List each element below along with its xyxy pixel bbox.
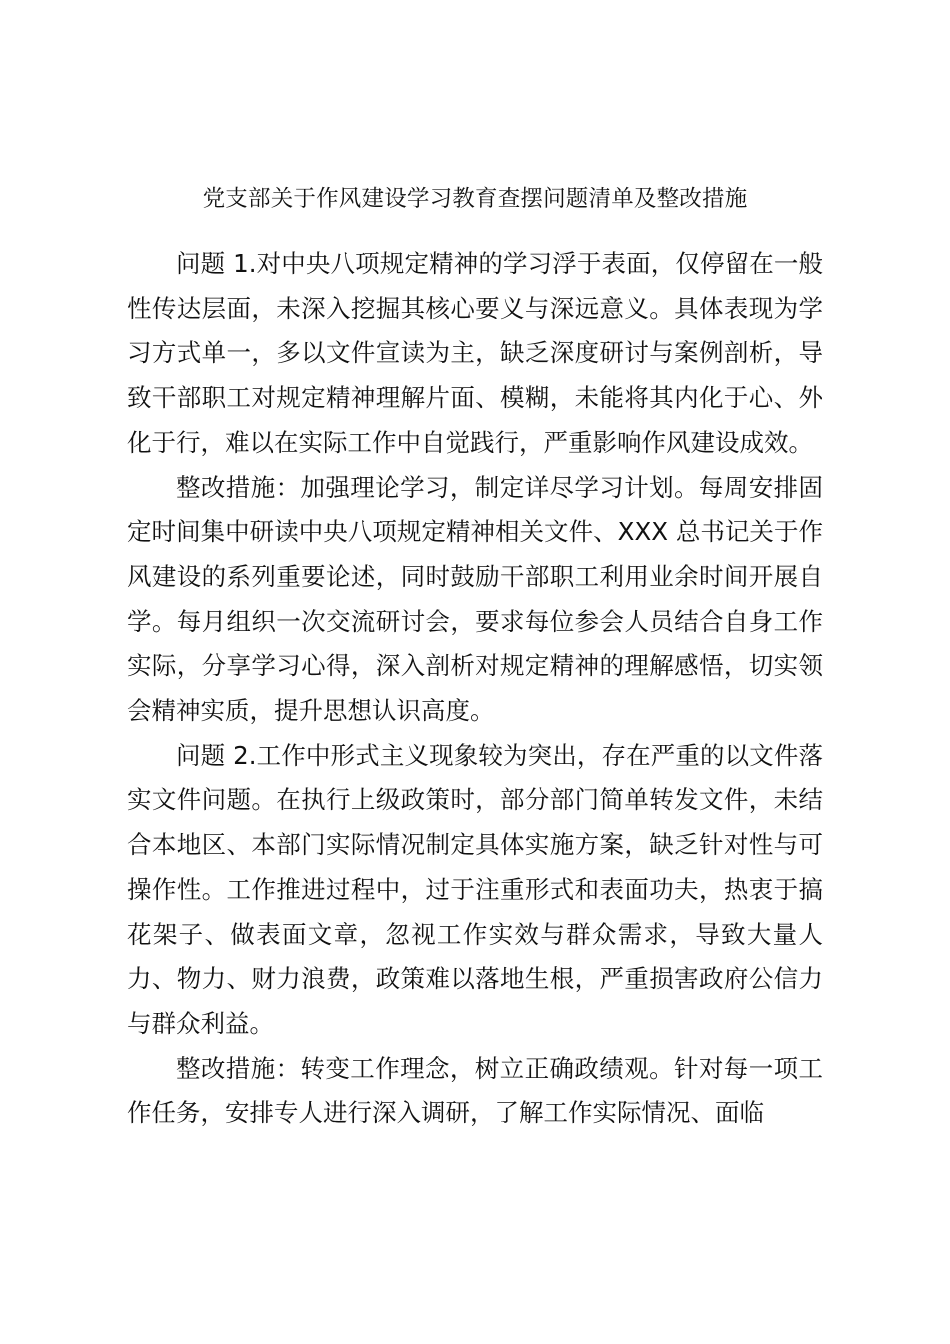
document-title: 党支部关于作风建设学习教育查摆问题清单及整改措施 [202, 186, 748, 212]
document-body [127, 242, 823, 1136]
paragraph-measure-1: 整改措施：加强理论学习，制定详尽学习计划。每周安排固定时间集中研读中央八项规定精神相关文件、XXX 总书记关于作风建设的系列重要论述，同时鼓励干部职工利用业余时间开展自学。每月组织一次交流研讨会，要求每位参会人员结合自身工作实际，分享学习心得，深入剖析对规定精神的理解感悟，切实领会精神实质，提升思想认识高度。 [127, 472, 823, 726]
paragraph-issue-1: 问题 1.对中央八项规定精神的学习浮于表面，仅停留在一般性传达层面，未深入挖掘其核心要义与深远意义。具体表现为学习方式单一，多以文件宣读为主，缺乏深度研讨与案例剖析，导致干部职工对规定精神理解片面、模糊，未能将其内化于心、外化于行，难以在实际工作中自觉践行，严重影响作风建设成效。 [127, 249, 823, 457]
paragraph-issue-2: 问题 2.工作中形式主义现象较为突出，存在严重的以文件落实文件问题。在执行上级政策时，部分部门简单转发文件，未结合本地区、本部门实际情况制定具体实施方案，缺乏针对性与可操作性。工作推进过程中，过于注重形式和表面功夫，热衷于搞花架子、做表面文章，忽视工作实效与群众需求，导致大量人力、物力、财力浪费，政策难以落地生根，严重损害政府公信力与群众利益。 [127, 740, 823, 1038]
paragraph-measure-2: 整改措施：转变工作理念，树立正确政绩观。针对每一项工作任务，安排专人进行深入调研，了解工作实际情况、面临 [127, 1053, 823, 1128]
